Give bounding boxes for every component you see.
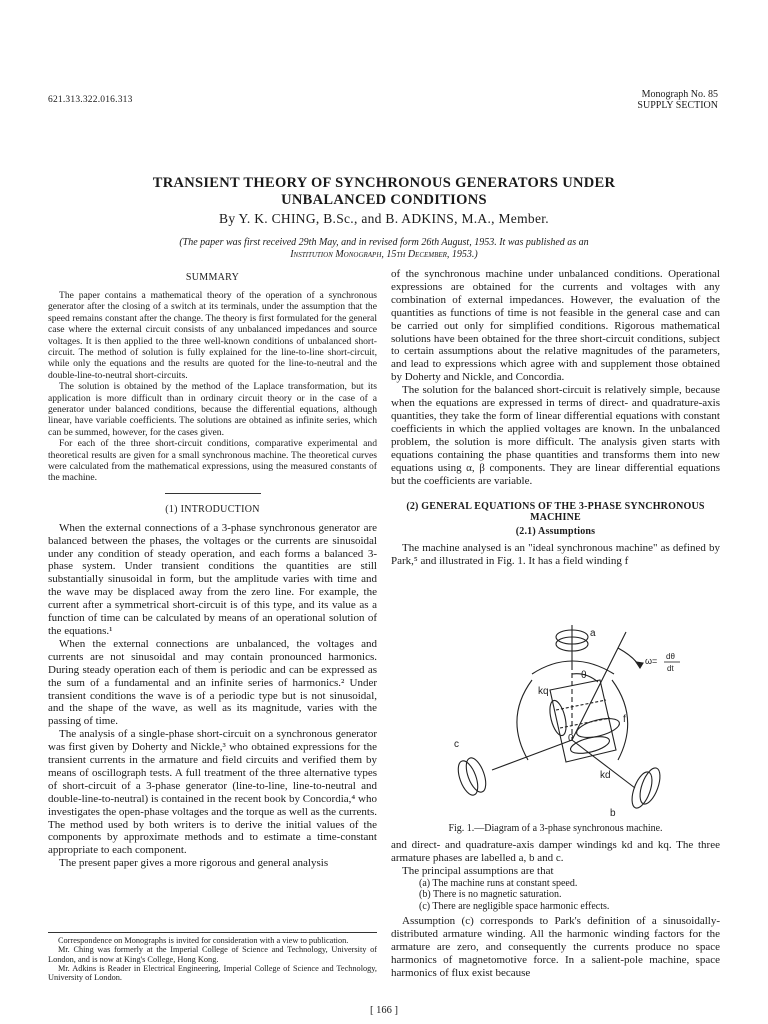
footnote-1: Correspondence on Monographs is invited for consideration with a view to publication.	[58, 936, 349, 945]
intro-p3: The analysis of a single-phase short-circuit on a synchronous generator was first given by Doherty and Nickle,³ who obtained expressions for the transient currents in the armature and field circuits and verified them by means of oscillograph tests. A full treatment of the three alternative types of short-circuit of a 3-phase generator (line-to-line, line-to-neutral and double-line-to-neutral) is contained in the recent book by Concordia,⁴ who investigates the open-phase voltages and the torque as well as the currents. The method used by both writers is to derive the initial values of the components by approximate methods and to estimate a time-constant appropriate to each component.	[48, 728, 377, 857]
label-omega: ω=	[645, 656, 658, 666]
received-line-1: (The paper was first received 29th May, and in revised form 26th August, 1953. It was published as an	[179, 237, 589, 248]
right-p1: of the synchronous machine under unbalanced conditions. Operational expressions are obtained for the currents and voltages with any combination of external impedances. However, the evaluation of the quantities as functions of time is not feasible in the general case and can be carried out only for simplified conditions. Rigorous mathematical solutions have been obtained for the three short-circuit conditions, subject to certain assumptions about the relative magnitudes of the parameters, and lead to expressions which agree with and supplement those obtained by Doherty and Nickle, and Concordia.	[391, 268, 720, 384]
intro-p4: The present paper gives a more rigorous and general analysis	[59, 857, 329, 870]
coil-kq	[547, 699, 569, 737]
intro-heading: (1) INTRODUCTION	[165, 503, 260, 515]
page-number: [ 166 ]	[370, 1005, 398, 1016]
assumption-list	[391, 878, 720, 913]
monograph-number: Monograph No. 85	[641, 89, 718, 100]
summary-p2: The solution is obtained by the method of the Laplace transformation, but its application is more difficult than in ordinary circuit theory or in the case of a generator under balanced conditions, because the differential equations, although linear, have variable coefficients. The solutions are obtained as infinite series, which can be summed, however, for the cases given.	[48, 381, 377, 438]
assumption-b: (b) There is no magnetic saturation.	[419, 889, 562, 901]
label-b: b	[610, 808, 616, 819]
monograph-header	[637, 89, 718, 111]
title-line-1: TRANSIENT THEORY OF SYNCHRONOUS GENERATORS UNDER	[152, 175, 616, 191]
paper-title	[60, 175, 708, 209]
axis-c	[492, 740, 572, 770]
right-p3: The machine analysed is an "ideal synchronous machine" as defined by Park,⁵ and illustrated in Fig. 1. It has a field winding f	[391, 542, 720, 568]
title-line-2: UNBALANCED CONDITIONS	[281, 192, 487, 208]
stator-arc-top	[532, 661, 614, 674]
footnote-rule	[48, 932, 377, 933]
right-p5: The principal assumptions are that	[402, 864, 554, 877]
summary-body	[48, 290, 377, 484]
label-a: a	[590, 628, 596, 639]
footnote-3: Mr. Adkins is Reader in Electrical Engineering, Imperial College of Science and Technology, University of London.	[48, 963, 377, 983]
label-dtheta: dθ	[666, 652, 675, 661]
omega-arrow	[636, 662, 643, 668]
left-column	[48, 268, 377, 870]
authors: By Y. K. CHING, B.Sc., and B. ADKINS, M.A., Member.	[219, 211, 549, 226]
figure-1	[440, 610, 710, 820]
section-2-1-heading: (2.1) Assumptions	[515, 526, 596, 538]
received-line-2: Institution Monograph, 15th December, 1953.)	[290, 248, 478, 260]
section-2-line-1: (2) GENERAL EQUATIONS OF THE 3-PHASE SYNCHRONOUS	[406, 501, 705, 513]
rotor-dashed-2	[556, 700, 606, 710]
stator-arc-left	[517, 680, 532, 760]
right-p4: and direct- and quadrature-axis damper windings kd and kq. The three armature phases are labelled a, b and c.	[391, 839, 720, 864]
section-name: SUPPLY SECTION	[637, 100, 718, 111]
udc-number: 621.313.322.016.313	[48, 95, 133, 105]
right-column-bottom	[391, 839, 720, 980]
section-2-line-2: MACHINE	[530, 512, 581, 524]
assumption-a: (a) The machine runs at constant speed.	[419, 877, 578, 889]
section-2-heading	[391, 501, 720, 523]
coil-b	[628, 769, 656, 810]
label-dt: dt	[667, 664, 674, 673]
label-theta: θ	[581, 670, 587, 681]
footnote-2: Mr. Ching was formerly at the Imperial College of Science and Technology, University of London, and is now at King's College, Hong Kong.	[48, 945, 377, 964]
label-c: c	[454, 739, 459, 750]
right-p2: The solution for the balanced short-circuit is relatively simple, because when the equations are expressed in terms of direct- and quadrature-axis quantities, they take the form of linear differential equations with constant coefficients in which the applied voltages are known. In the unbalanced problem, the solution is more difficult. The analysis given starts with equations containing the phase quantities and transforms them into new equations using α, β components. They are linear differential equations but the coefficients are variable.	[391, 384, 720, 487]
figure-caption: Fig. 1.—Diagram of a 3-phase synchronous machine.	[448, 823, 663, 834]
omega-arc	[618, 648, 640, 668]
assumption-c: (c) There are negligible space harmonic effects.	[419, 900, 610, 912]
received-note	[60, 237, 708, 260]
machine-diagram	[440, 610, 710, 820]
footnotes	[48, 936, 377, 982]
summary-p3: For each of the three short-circuit conditions, comparative experimental and theoretical results are given for a small synchronous machine. The theoretical curves were calculated from the mathematical expressions, using the measured constants of the machine.	[48, 438, 377, 484]
summary-heading: SUMMARY	[185, 272, 240, 283]
label-kd: kd	[600, 770, 611, 781]
label-f: f	[623, 714, 626, 725]
rotor-body	[550, 680, 616, 762]
divider-rule	[165, 493, 261, 494]
intro-p1: When the external connections of a 3-phase synchronous generator are balanced between the phases, the voltages or the currents are sinusoidal under any condition of steady operation, and each forms a balanced 3-phase system. Under transient conditions the quantities are still substantially sinusoidal in form, but the amplitude varies with time and the wave may be displaced away from the zero line. For example, the current after a symmetrical short-circuit is of this type, and its value as a function of time can be calculated by means of an operational solution of the equations.¹	[48, 521, 377, 637]
intro-p2: When the external connections are unbalanced, the voltages and currents are not sinusoidal and may contain pronounced harmonics. During steady operation each of them is periodic and can be expressed as the sum of a fundamental and an infinite series of harmonics.² Under transient conditions the wave is of a periodic type but is not sinusoidal, and the shape of the wave, as well as its magnitude, varies with the passing of time.	[48, 637, 377, 728]
label-kq: kq	[538, 686, 549, 697]
right-column-top	[391, 268, 720, 568]
summary-p1: The paper contains a mathematical theory of the operation of a synchronous generator after the closing of a switch at its terminals, under the assumption that the speed remains constant after the change. The theory is first formulated for the general case where the external circuit consists of any unbalanced impedances and source voltages. It is then applied to the three well-known conditions of unbalanced short-circuit. The method of solution is fully explained for the line-to-line short-circuit, while only the equations and the results are quoted for the line-to-neutral and the double-line-to-neutral short-circuits.	[48, 289, 377, 381]
right-p6: Assumption (c) corresponds to Park's definition of a sinusoidally-distributed armature winding. All the harmonic winding factors for the armature are zero, and consequently the currents produce no space harmonics of magnetomotive force. In a salient-pole machine, space harmonics of flux exist because	[391, 915, 720, 979]
coil-b-back	[636, 765, 664, 806]
label-o: 0	[568, 733, 574, 744]
